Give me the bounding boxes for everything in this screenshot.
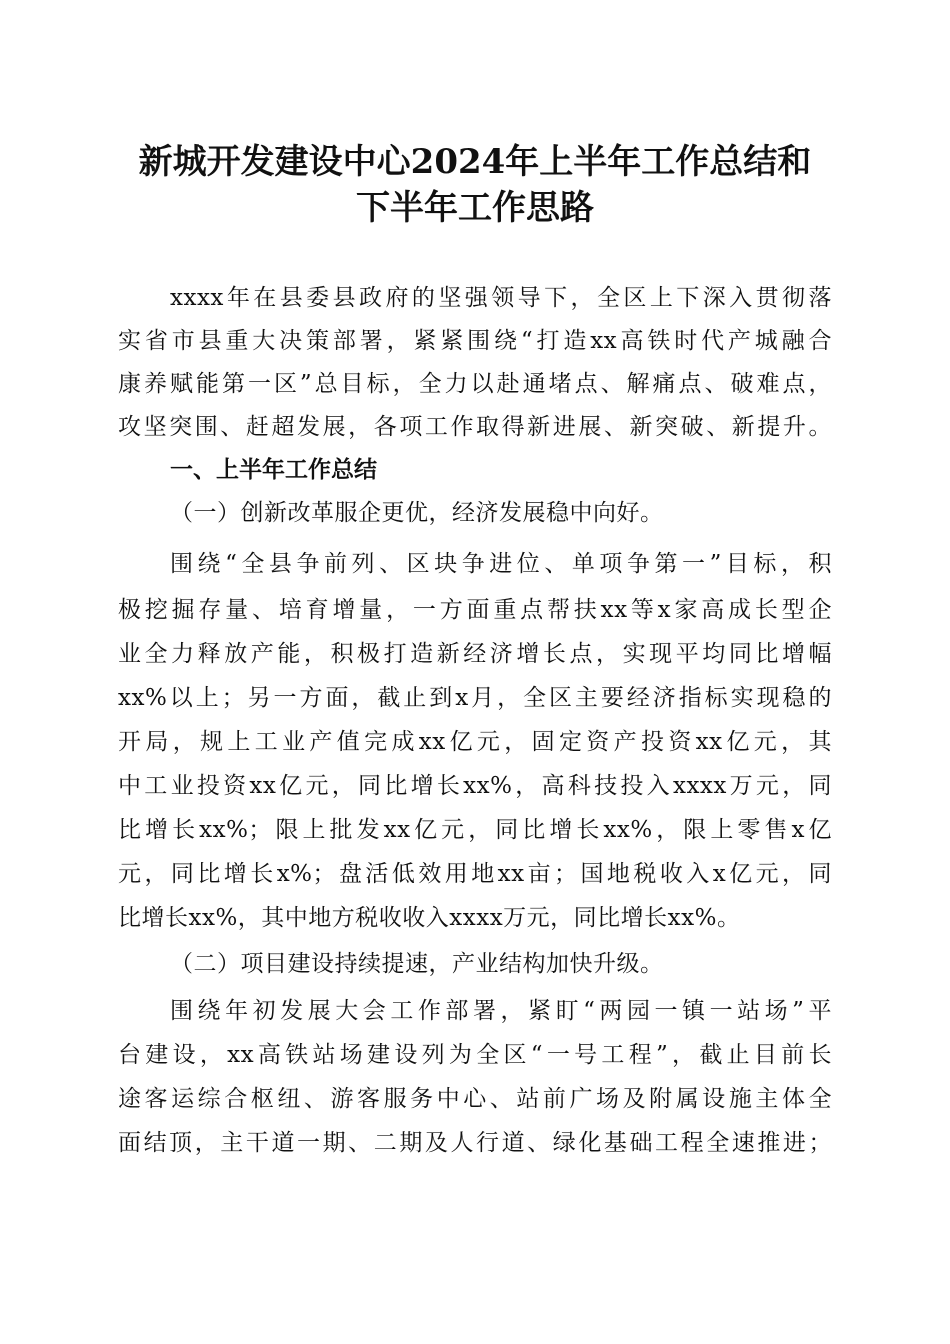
paragraph-line: 台建设，xx高铁站场建设列为全区“一号工程”，截止目前长 <box>118 1042 832 1068</box>
section-heading: 一、上半年工作总结 <box>170 457 377 483</box>
paragraph-line: 途客运综合枢纽、游客服务中心、站前广场及附属设施主体全 <box>118 1086 832 1112</box>
paragraph-line: xx%以上；另一方面，截止到x月，全区主要经济指标实现稳的 <box>118 685 832 711</box>
document-title-line-2: 下半年工作思路 <box>356 188 594 228</box>
paragraph-line: 围绕年初发展大会工作部署，紧盯“两园一镇一站场”平 <box>170 998 832 1024</box>
paragraph-line: 中工业投资xx亿元，同比增长xx%，高科技投入xxxx万元，同 <box>118 773 832 799</box>
paragraph-line: 极挖掘存量、培育增量，一方面重点帮扶xx等x家高成长型企 <box>118 597 832 623</box>
paragraph-line: 围绕“全县争前列、区块争进位、单项争第一”目标，积 <box>170 551 832 577</box>
intro-line: 实省市县重大决策部署，紧紧围绕“打造xx高铁时代产城融合 <box>118 328 832 354</box>
paragraph-line: 比增长xx%，其中地方税收收入xxxx万元，同比增长xx%。 <box>118 905 741 931</box>
document-title-line-1: 新城开发建设中心2024年上半年工作总结和 <box>138 142 812 182</box>
intro-line: xxxx年在县委县政府的坚强领导下，全区上下深入贯彻落 <box>170 285 832 311</box>
paragraph-line: 开局，规上工业产值完成xx亿元，固定资产投资xx亿元，其 <box>118 729 832 755</box>
sub-heading: （二）项目建设持续提速，产业结构加快升级。 <box>170 951 664 977</box>
paragraph-line: 元，同比增长x%；盘活低效用地xx亩；国地税收入x亿元，同 <box>118 861 832 887</box>
sub-heading: （一）创新改革服企更优，经济发展稳中向好。 <box>170 500 664 526</box>
intro-line: 攻坚突围、赶超发展，各项工作取得新进展、新突破、新提升。 <box>118 414 832 440</box>
paragraph-line: 面结顶，主干道一期、二期及人行道、绿化基础工程全速推进； <box>118 1130 832 1156</box>
paragraph-line: 业全力释放产能，积极打造新经济增长点，实现平均同比增幅 <box>118 641 832 667</box>
paragraph-line: 比增长xx%；限上批发xx亿元，同比增长xx%，限上零售x亿 <box>118 817 832 843</box>
intro-line: 康养赋能第一区”总目标，全力以赴通堵点、解痛点、破难点， <box>118 371 832 397</box>
